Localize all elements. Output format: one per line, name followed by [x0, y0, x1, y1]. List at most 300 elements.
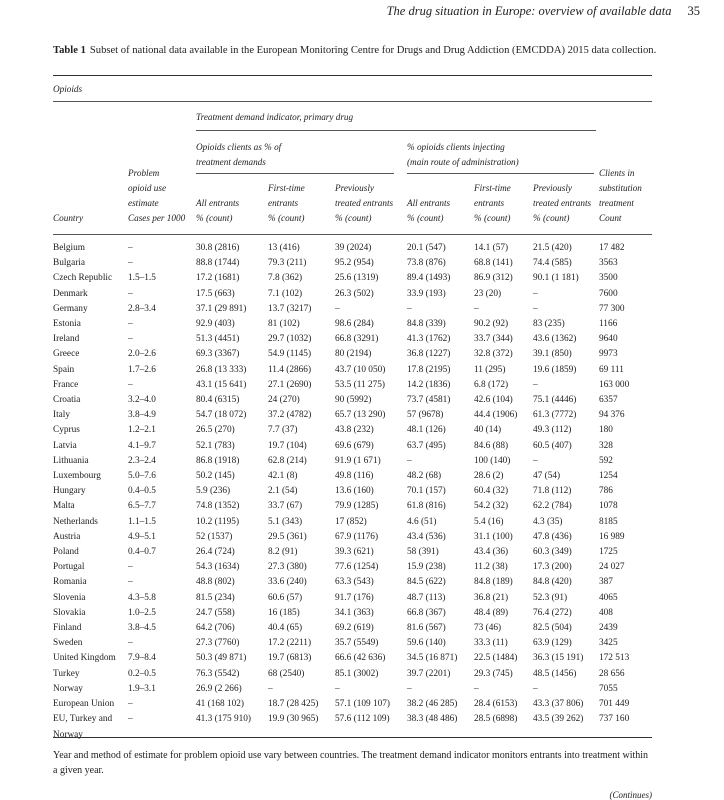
table-row — [53, 515, 652, 530]
table-cell: 3500 — [599, 273, 618, 284]
table-cell: 387 — [599, 577, 613, 588]
table-cell: 33.7 (67) — [268, 501, 303, 512]
table-cell: 3.8–4.5 — [128, 623, 156, 634]
table-cell: 11.4 (2866) — [268, 364, 312, 375]
running-head-title: The drug situation in Europe: overview of available data — [386, 4, 672, 18]
table-cell: 1166 — [599, 319, 618, 330]
country-cell: EU, Turkey and — [53, 714, 113, 725]
table-cell: 3563 — [599, 258, 618, 269]
table-cell: 50.3 (49 871) — [196, 653, 247, 664]
table-cell: 24 (270) — [268, 395, 300, 406]
table-cell: – — [128, 288, 133, 299]
table-cell: 65.7 (13 290) — [335, 410, 386, 421]
table-cell: 69 111 — [599, 364, 624, 375]
as-percent-rule — [196, 173, 394, 174]
table-cell: 36.3 (15 191) — [533, 653, 584, 664]
table-cell: 39 (2024) — [335, 243, 372, 253]
table-cell: 48.2 (68) — [407, 471, 442, 482]
table-cell: 84.6 (88) — [474, 440, 509, 451]
table-cell: 7.8 (362) — [268, 273, 303, 284]
table-cell: – — [335, 303, 340, 314]
section-label: Opioids — [53, 84, 83, 94]
table-cell: 71.8 (112) — [533, 486, 572, 497]
table-cell: 80 (2194) — [335, 349, 372, 360]
table-cell: 0.4–0.5 — [128, 486, 156, 497]
table-cell: 7.1 (102) — [268, 288, 303, 299]
table-cell: 17.2 (1681) — [196, 273, 240, 284]
table-cell: 26.3 (502) — [335, 288, 374, 299]
table-cell: 592 — [599, 455, 613, 466]
table-cell: 4065 — [599, 592, 618, 603]
table-cell: 4.3–5.8 — [128, 592, 156, 603]
country-cell: Slovakia — [53, 607, 86, 618]
table-cell: 58 (391) — [407, 547, 439, 558]
country-cell: Czech Republic — [53, 273, 113, 284]
table-cell: 43.1 (15 641) — [196, 379, 247, 390]
table-cell: 54.2 (32) — [474, 501, 509, 512]
table-cell: 84.8 (339) — [407, 319, 446, 330]
table-cell: 26.8 (13 333) — [196, 364, 247, 375]
table-cell: – — [533, 455, 538, 466]
table-cell: 23 (20) — [474, 288, 502, 299]
country-cell: Portugal — [53, 562, 85, 573]
table-cell: 33.7 (344) — [474, 334, 513, 345]
table-cell: 3.2–4.0 — [128, 395, 156, 406]
table-cell: 19.7 (6813) — [268, 653, 312, 664]
table-bottom-rule — [53, 737, 652, 738]
table-cell: 70.1 (157) — [407, 486, 446, 497]
col-header-inj-previously-treated: Previously treated entrants % (count) — [533, 183, 592, 223]
table-cell: 2.0–2.6 — [128, 349, 156, 360]
table-cell: 54.3 (1634) — [196, 562, 240, 573]
table-cell: 29.5 (361) — [268, 531, 307, 542]
table-row — [53, 317, 652, 332]
table-cell: 86.8 (1918) — [196, 455, 240, 466]
table-cell: 7055 — [599, 683, 618, 694]
table-cell: 48.1 (126) — [407, 425, 446, 436]
table-cell: 43.7 (10 050) — [335, 364, 386, 375]
table-cell: 60.3 (349) — [533, 547, 572, 558]
table-row — [53, 393, 652, 408]
table-cell: 49.8 (116) — [335, 471, 374, 482]
col-header-first-time: First-time entrants % (count) — [268, 183, 305, 223]
table-cell: – — [407, 683, 412, 694]
table-cell: 11.2 (38) — [474, 562, 508, 573]
table-cell: 84.5 (622) — [407, 577, 446, 588]
table-cell: – — [128, 638, 133, 649]
table-cell: 63.3 (543) — [335, 577, 374, 588]
table-cell — [599, 728, 652, 743]
country-cell: Italy — [53, 410, 71, 421]
table-cell: 33.3 (11) — [474, 638, 508, 649]
table-cell: 2.8–3.4 — [128, 303, 156, 314]
table-cell: 1.5–1.5 — [128, 273, 156, 284]
table-cell — [474, 728, 533, 743]
table-cell: 1.2–2.1 — [128, 425, 156, 436]
table-cell: 52 (1537) — [196, 531, 233, 542]
table-cell: 33.9 (193) — [407, 288, 446, 299]
country-cell: Cyprus — [53, 425, 80, 436]
table-cell: 0.4–0.7 — [128, 547, 156, 558]
country-cell: Lithuania — [53, 455, 89, 466]
table-cell: 73.7 (4581) — [407, 395, 451, 406]
table-row — [53, 241, 652, 256]
table-cell: 77.6 (1254) — [335, 562, 379, 573]
table-cell: 2.3–2.4 — [128, 455, 156, 466]
table-cell: 83 (235) — [533, 319, 565, 330]
table-cell: 8185 — [599, 516, 618, 527]
table-cell: – — [128, 258, 133, 269]
country-cell: Norway — [53, 683, 83, 694]
table-cell: 1254 — [599, 471, 618, 482]
table-cell: 41.3 (175 910) — [196, 714, 252, 725]
country-cell: Turkey — [53, 668, 80, 679]
table-cell: 43.6 (1362) — [533, 334, 577, 345]
table-cell: 60.4 (32) — [474, 486, 509, 497]
table-cell: 74.4 (585) — [533, 258, 572, 269]
table-cell: 85.1 (3002) — [335, 668, 379, 679]
table-cell: 26.9 (2 266) — [196, 683, 242, 694]
table-cell: 64.2 (706) — [196, 623, 235, 634]
table-cell: 73.8 (876) — [407, 258, 446, 269]
table-cell: 3.8–4.9 — [128, 410, 156, 421]
injecting-header: % opioids clients injecting (main route of administration) — [407, 142, 519, 167]
table-cell: 4.9–5.1 — [128, 531, 156, 542]
table-cell: 34.1 (363) — [335, 607, 374, 618]
table-cell: 13.7 (3217) — [268, 303, 312, 314]
table-cell: 79.3 (211) — [268, 258, 307, 269]
country-cell: Slovenia — [53, 592, 86, 603]
table-cell: 35.7 (5549) — [335, 638, 379, 649]
table-cell: 17 482 — [599, 243, 625, 253]
table-cell: 32.8 (372) — [474, 349, 513, 360]
table-cell: 41 (168 102) — [196, 699, 245, 710]
country-cell: Latvia — [53, 440, 77, 451]
table-cell: 54.7 (18 072) — [196, 410, 247, 421]
header-bottom-rule — [53, 234, 652, 235]
table-row — [53, 302, 652, 317]
table-cell: 26.4 (724) — [196, 547, 235, 558]
table-cell: – — [128, 562, 133, 573]
table-cell — [407, 728, 474, 743]
table-cell: 19.6 (1859) — [533, 364, 577, 375]
table-cell: 408 — [599, 607, 613, 618]
table-cell: 18.7 (28 425) — [268, 699, 319, 710]
table-cell: 69.3 (3367) — [196, 349, 240, 360]
table-cell: 90 (5992) — [335, 395, 372, 406]
table-cell: 81 (102) — [268, 319, 300, 330]
table-cell: 33.6 (240) — [268, 577, 307, 588]
country-cell: Norway — [53, 729, 83, 740]
table-cell: 40 (14) — [474, 425, 502, 436]
table-cell: – — [128, 319, 133, 330]
table-row — [53, 423, 652, 438]
table-cell: 7.7 (37) — [268, 425, 298, 436]
table-cell: 62.2 (784) — [533, 501, 572, 512]
section-rule — [53, 101, 652, 102]
table-cell: – — [407, 455, 412, 466]
table-cell: 328 — [599, 440, 613, 451]
country-cell: Malta — [53, 501, 75, 512]
table-cell: – — [474, 303, 479, 314]
table-cell: – — [128, 243, 133, 253]
table-row — [53, 545, 652, 560]
table-cell: 30.8 (2816) — [196, 243, 240, 253]
table-row — [53, 712, 652, 727]
table-cell: 43.5 (39 262) — [533, 714, 584, 725]
country-cell: Croatia — [53, 395, 81, 406]
table-cell: 0.2–0.5 — [128, 668, 156, 679]
table-cell: 2439 — [599, 623, 618, 634]
table-cell: 28 656 — [599, 668, 625, 679]
table-cell: 62.8 (214) — [268, 455, 307, 466]
col-header-all-entrants: All entrants % (count) — [196, 198, 240, 223]
country-cell: Sweden — [53, 638, 83, 649]
table-cell: 68.8 (141) — [474, 258, 513, 269]
table-cell: – — [335, 683, 340, 694]
country-cell: Denmark — [53, 288, 88, 299]
table-row — [53, 347, 652, 362]
table-cell: 6.5–7.7 — [128, 501, 156, 512]
table-cell: 39.1 (850) — [533, 349, 572, 360]
table-cell: 76.4 (272) — [533, 607, 572, 618]
table-cell: 91.9 (1 671) — [335, 455, 381, 466]
continues-note: (Continues) — [609, 790, 652, 800]
table-cell: 48.5 (1456) — [533, 668, 577, 679]
table-cell: 29.7 (1032) — [268, 334, 312, 345]
country-cell: Belgium — [53, 243, 86, 253]
table-cell: 57.6 (112 109) — [335, 714, 390, 725]
table-cell: 57.1 (109 107) — [335, 699, 391, 710]
country-cell: Austria — [53, 531, 81, 542]
table-cell: 66.8 (3291) — [335, 334, 379, 345]
table-cell: 61.8 (816) — [407, 501, 446, 512]
table-cell: 5.4 (16) — [474, 516, 504, 527]
table-cell: 1.0–2.5 — [128, 607, 156, 618]
table-cell: 21.5 (420) — [533, 243, 572, 253]
table-cell: 5.9 (236) — [196, 486, 231, 497]
table-cell: 17.8 (2195) — [407, 364, 451, 375]
running-head — [387, 4, 700, 19]
table-row — [53, 728, 652, 743]
table-cell: 42.1 (8) — [268, 471, 298, 482]
table-cell: 61.3 (7772) — [533, 410, 577, 421]
table-cell: 57 (9678) — [407, 410, 444, 421]
table-cell: 20.1 (547) — [407, 243, 446, 253]
table-cell: 43.3 (37 806) — [533, 699, 584, 710]
table-cell: 43.4 (536) — [407, 531, 446, 542]
table-cell: 1725 — [599, 547, 618, 558]
table-cell: 80.4 (6315) — [196, 395, 240, 406]
table-cell: 74.8 (1352) — [196, 501, 240, 512]
table-cell: 53.5 (11 275) — [335, 379, 386, 390]
table-row — [53, 454, 652, 469]
table-cell: 1.7–2.6 — [128, 364, 156, 375]
table-cell: 19.7 (104) — [268, 440, 307, 451]
table-cell: 54.9 (1145) — [268, 349, 312, 360]
table-caption — [53, 43, 693, 58]
table-cell: 25.6 (1319) — [335, 273, 379, 284]
country-cell: Spain — [53, 364, 75, 375]
table-cell: 19.9 (30 965) — [268, 714, 319, 725]
table-cell: 92.9 (403) — [196, 319, 235, 330]
table-cell: 84.8 (420) — [533, 577, 572, 588]
col-header-previously-treated: Previously treated entrants % (count) — [335, 183, 394, 223]
table-cell: 36.8 (21) — [474, 592, 509, 603]
table-row — [53, 499, 652, 514]
table-cell: 81.5 (234) — [196, 592, 235, 603]
table-row — [53, 636, 652, 651]
table-cell: 17 (852) — [335, 516, 367, 527]
table-cell: 84.8 (189) — [474, 577, 513, 588]
table-cell: 37.2 (4782) — [268, 410, 312, 421]
table-cell: 16 (185) — [268, 607, 300, 618]
table-cell: 73 (46) — [474, 623, 502, 634]
table-cell: 50.2 (145) — [196, 471, 235, 482]
table-cell: – — [128, 334, 133, 345]
table-cell: – — [533, 379, 538, 390]
table-caption-text: Subset of national data available in the European Monitoring Centre for Drugs and Drug Addiction (EMCDDA) 2015 data collection. — [89, 45, 657, 56]
table-cell: 82.5 (504) — [533, 623, 572, 634]
table-cell: 2.1 (54) — [268, 486, 298, 497]
table-cell: 79.9 (1285) — [335, 501, 379, 512]
table-row — [53, 256, 652, 271]
table-cell: 68 (2540) — [268, 668, 305, 679]
table-cell: – — [128, 577, 133, 588]
table-row — [53, 363, 652, 378]
table-row — [53, 575, 652, 590]
table-cell: 14.1 (57) — [474, 243, 509, 253]
table-cell: 24 027 — [599, 562, 625, 573]
table-row — [53, 439, 652, 454]
table-cell: 9640 — [599, 334, 618, 345]
table-cell: 43.4 (36) — [474, 547, 509, 558]
country-cell: Bulgaria — [53, 258, 86, 269]
country-cell: Germany — [53, 303, 88, 314]
table-cell: 17.2 (2211) — [268, 638, 312, 649]
table-cell: 37.1 (29 891) — [196, 303, 247, 314]
country-cell: Hungary — [53, 486, 86, 497]
country-cell: Finland — [53, 623, 82, 634]
country-cell: Luxembourg — [53, 471, 101, 482]
country-cell: Ireland — [53, 334, 80, 345]
table-row — [53, 469, 652, 484]
table-cell: – — [128, 699, 133, 710]
table-cell: 786 — [599, 486, 613, 497]
table-footnote: Year and method of estimate for problem opioid use vary between countries. The treatment demand indicator monitors entrants into treatment within a given year. — [53, 750, 649, 776]
table-cell: 8.2 (91) — [268, 547, 298, 558]
table-cell — [268, 728, 335, 743]
page-number: 35 — [687, 4, 700, 18]
table-row — [53, 408, 652, 423]
table-label: Table 1 — [53, 45, 86, 56]
table-cell: 4.1–9.7 — [128, 440, 156, 451]
table-cell: 52.1 (783) — [196, 440, 235, 451]
table-row — [53, 560, 652, 575]
table-cell: 42.6 (104) — [474, 395, 513, 406]
table-cell: 27.3 (7760) — [196, 638, 240, 649]
table-row — [53, 271, 652, 286]
table-cell: 60.6 (57) — [268, 592, 303, 603]
table-cell: 24.7 (558) — [196, 607, 235, 618]
table-cell: 59.6 (140) — [407, 638, 446, 649]
table-cell: 29.3 (745) — [474, 668, 513, 679]
table-row — [53, 591, 652, 606]
table-cell: 77 300 — [599, 303, 625, 314]
table-cell: 91.7 (176) — [335, 592, 374, 603]
table-cell: 28.6 (2) — [474, 471, 504, 482]
table-cell — [128, 728, 196, 743]
table-cell: 40.4 (65) — [268, 623, 303, 634]
data-table — [53, 241, 652, 743]
table-cell: 31.1 (100) — [474, 531, 513, 542]
table-row — [53, 332, 652, 347]
table-cell: 90.1 (1 181) — [533, 273, 579, 284]
table-cell: 88.8 (1744) — [196, 258, 240, 269]
country-cell: Poland — [53, 547, 79, 558]
table-cell: 28.5 (6898) — [474, 714, 518, 725]
country-cell: France — [53, 379, 79, 390]
table-cell: 27.1 (2690) — [268, 379, 312, 390]
table-row — [53, 621, 652, 636]
table-top-rule — [53, 75, 652, 76]
col-header-inj-first-time: First-time entrants % (count) — [474, 183, 511, 223]
table-cell: 5.0–7.6 — [128, 471, 156, 482]
table-cell: – — [533, 288, 538, 299]
table-cell: 66.8 (367) — [407, 607, 446, 618]
table-cell: 60.5 (407) — [533, 440, 572, 451]
table-cell: 6357 — [599, 395, 618, 406]
table-cell: 38.2 (46 285) — [407, 699, 458, 710]
table-cell: 69.6 (679) — [335, 440, 374, 451]
table-cell: 90.2 (92) — [474, 319, 509, 330]
table-cell: 1.1–1.5 — [128, 516, 156, 527]
table-cell: 10.2 (1195) — [196, 516, 240, 527]
country-cell: Romania — [53, 577, 87, 588]
country-cell: Estonia — [53, 319, 81, 330]
table-cell: 1.9–3.1 — [128, 683, 156, 694]
table-cell: 27.3 (380) — [268, 562, 307, 573]
table-cell: 13.6 (160) — [335, 486, 374, 497]
country-cell: United Kingdom — [53, 653, 116, 664]
treatment-demand-header: Treatment demand indicator, primary drug — [196, 112, 354, 122]
col-header-substitution: Clients in substitution treatment Count — [599, 168, 642, 223]
table-cell: 9973 — [599, 349, 618, 360]
country-cell: Greece — [53, 349, 80, 360]
table-cell: – — [128, 714, 133, 725]
table-cell: 67.9 (1176) — [335, 531, 379, 542]
table-cell: 6.8 (172) — [474, 379, 509, 390]
table-row — [53, 606, 652, 621]
table-row — [53, 484, 652, 499]
table-row — [53, 378, 652, 393]
table-cell: 13 (416) — [268, 243, 300, 253]
table-cell: 66.6 (42 636) — [335, 653, 386, 664]
injecting-rule — [407, 173, 594, 174]
table-cell: – — [268, 683, 273, 694]
table-cell: 16 989 — [599, 531, 625, 542]
table-row — [53, 667, 652, 682]
table-cell: 63.9 (129) — [533, 638, 572, 649]
table-cell: – — [533, 683, 538, 694]
table-cell: 28.4 (6153) — [474, 699, 518, 710]
table-row — [53, 287, 652, 302]
table-cell: – — [474, 683, 479, 694]
table-cell: 17.3 (200) — [533, 562, 572, 573]
table-row — [53, 651, 652, 666]
table-cell: 172 513 — [599, 653, 630, 664]
col-header-inj-all-entrants: All entrants % (count) — [407, 198, 451, 223]
